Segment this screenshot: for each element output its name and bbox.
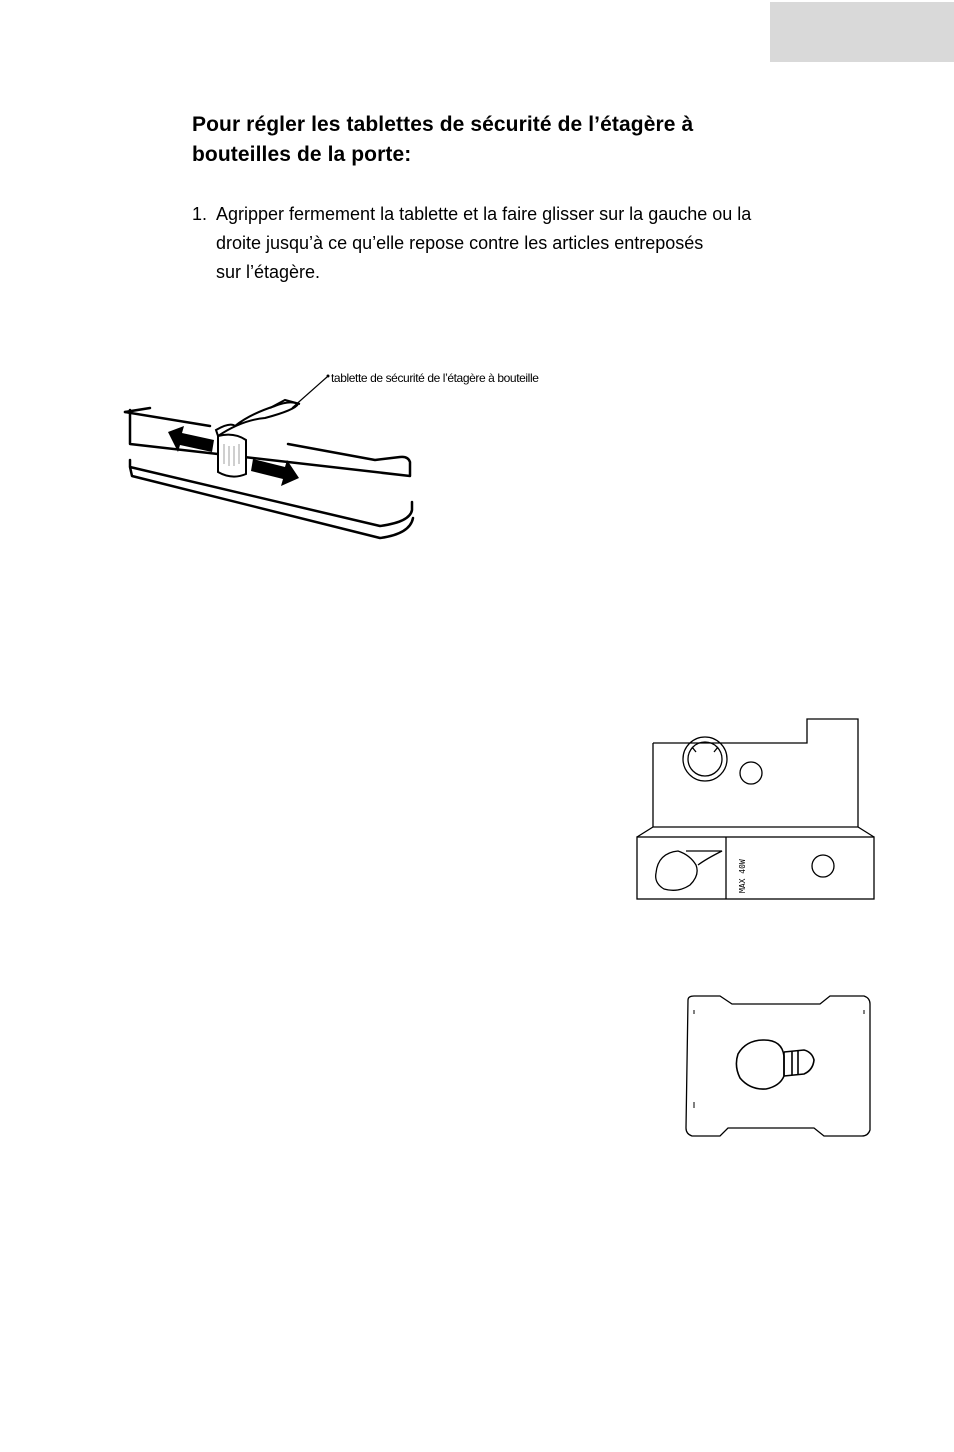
shelf-illustration [110, 360, 430, 550]
shelf-callout-label: tablette de sécurité de l’étagère à bouteille [331, 371, 539, 385]
light-bulb-icon [736, 1040, 814, 1089]
instruction-step-1 [192, 200, 832, 287]
heading-line-1: Pour régler les tablettes de sécurité de l’étagère à [192, 113, 694, 136]
bulb-cover-illustration [680, 990, 878, 1140]
callout-leader-line [292, 377, 327, 408]
heading-line-2: bouteilles de la porte: [192, 143, 412, 166]
step-line-1: Agripper fermement la tablette et la faire glisser sur la gauche ou la [216, 204, 752, 224]
step-number: 1. [192, 204, 208, 224]
lamp-housing-illustration [634, 715, 880, 903]
step-line-2: droite jusqu’à ce qu’elle repose contre les articles entreposés [216, 233, 704, 253]
lamp-max-wattage-label: MAX 40W [738, 859, 747, 893]
page-corner-tab [770, 2, 954, 62]
section-heading [192, 110, 832, 170]
bulb-cover-outline [686, 996, 870, 1136]
step-line-3: sur l’étagère. [216, 262, 321, 282]
